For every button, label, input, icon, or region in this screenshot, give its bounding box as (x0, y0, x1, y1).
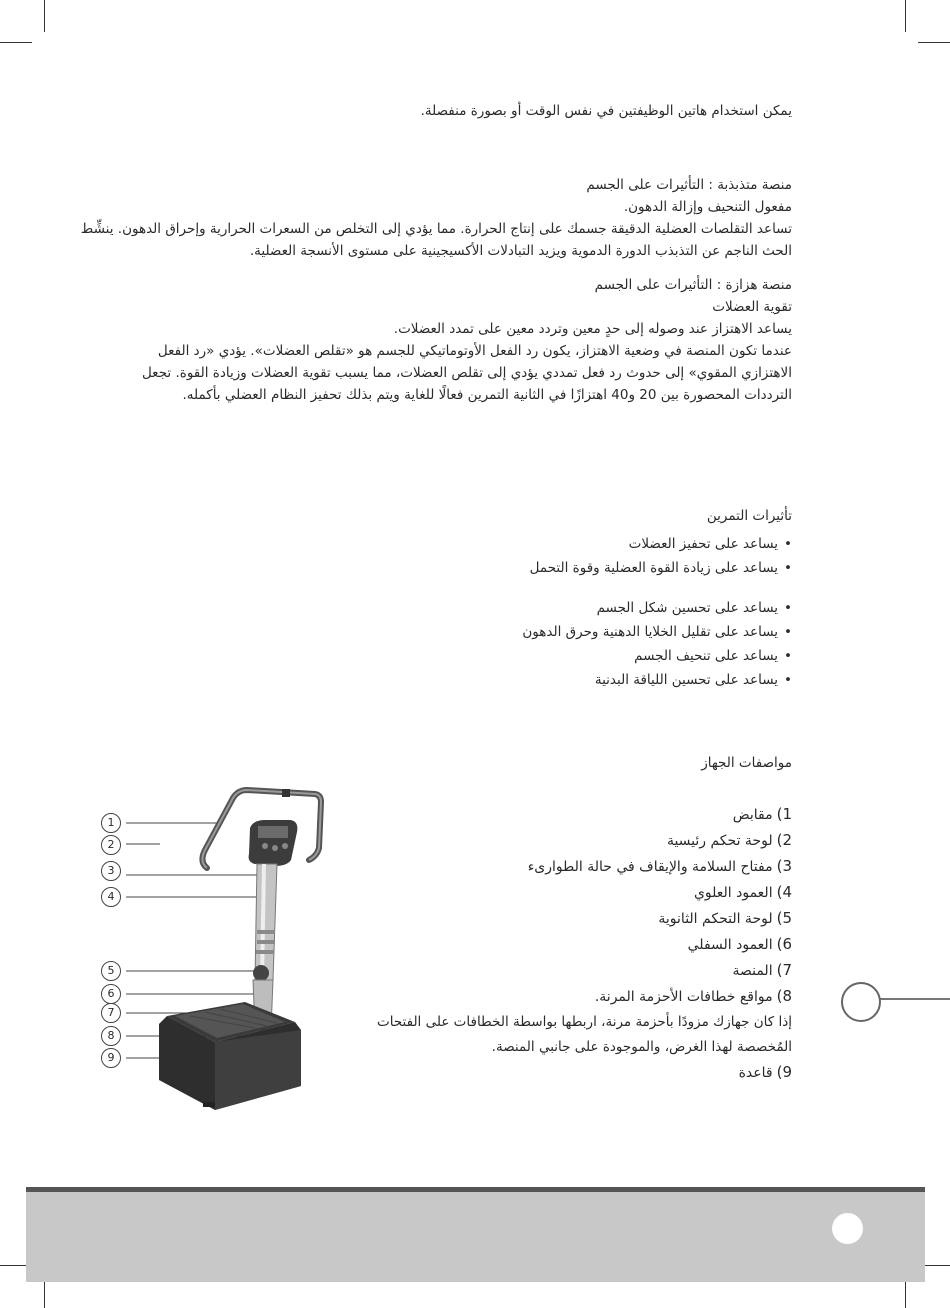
part-label: لوحة التحكم الثانوية (658, 911, 773, 927)
parts-list (377, 802, 792, 1086)
effects-list-b (522, 596, 792, 692)
specs-title: مواصفات الجهاز (701, 755, 792, 771)
part-num: 4) (776, 883, 792, 901)
vibrating-section (142, 274, 792, 406)
effects-list-a (530, 532, 792, 580)
callout-circle: 8 (101, 1026, 121, 1046)
vibrating-line: الترددات المحصورة بين 20 و40 اهتزازًا في الثانية التمرين فعالًا للغاية ويتم بذلك تحفيز النظام العضلي بأكمله. (182, 387, 792, 403)
part-num: 7) (776, 961, 792, 979)
part-item (377, 854, 792, 880)
callout-circle: 6 (101, 984, 121, 1004)
callout-circle: 9 (101, 1048, 121, 1068)
machine-diagram (95, 780, 335, 1120)
part-num: 1) (776, 805, 792, 823)
part-label: المنصة (732, 963, 773, 979)
callout-circle: 5 (101, 961, 121, 981)
list-item: • يساعد على تحسين اللياقة البدنية (522, 668, 792, 692)
part-label: مواقع خطافات الأحزمة المرنة. (594, 989, 773, 1005)
part-item (377, 1060, 792, 1086)
crop-mark (918, 42, 950, 43)
list-item: • يساعد على تنحيف الجسم (522, 644, 792, 668)
vibrating-line: عندما تكون المنصة في وضعية الاهتزاز، يكون رد الفعل الأوتوماتيكي للجسم هو «تقلص العضلات». يؤدي «رد الفعل (157, 343, 792, 359)
oscillating-line: تساعد التقلصات العضلية الدقيقة جسمك على إنتاج الحرارة. مما يؤدي إلى التخلص من السعرات الحرارية وإحراق الدهون. ينشِّط (80, 221, 792, 237)
part-item (377, 906, 792, 932)
crop-mark (44, 0, 45, 32)
callout-circle: 7 (101, 1003, 121, 1023)
oscillating-title: منصة متذبذبة : التأثيرات على الجسم (586, 177, 792, 193)
part-item (377, 958, 792, 984)
vibrating-title: منصة هزازة : التأثيرات على الجسم (594, 277, 792, 293)
part-label: مقابض (732, 807, 773, 823)
part-num: 2) (776, 831, 792, 849)
vibrating-line: الاهتزازي المقوي» إلى حدوث رد فعل تمددي يؤدي إلى تقلص العضلات، مما يسبب تقوية العضلات وزيادة القوة. تجعل (141, 365, 792, 381)
part-label: لوحة تحكم رئيسية (666, 833, 773, 849)
list-item: • يساعد على زيادة القوة العضلية وقوة التحمل (530, 556, 792, 580)
part-num: 3) (776, 857, 792, 875)
part-label: قاعدة (738, 1065, 773, 1081)
part-item (377, 984, 792, 1010)
part-item (377, 828, 792, 854)
callout-circle: 3 (101, 861, 121, 881)
vibrating-line: يساعد الاهتزاز عند وصوله إلى حدٍ معين وتردد معين على تمدد العضلات. (393, 321, 792, 337)
footer-rule (26, 1187, 925, 1192)
part-item (377, 880, 792, 906)
part-label: العمود السفلي (687, 937, 773, 953)
part-num: 5) (776, 909, 792, 927)
part-item (377, 932, 792, 958)
oscillating-section (81, 174, 792, 262)
part-label: مفتاح السلامة والإيقاف في حالة الطوارىء (527, 859, 773, 875)
intro-text: يمكن استخدام هاتين الوظيفتين في نفس الوقت أو بصورة منفصلة. (420, 103, 792, 119)
oscillating-subtitle: مفعول التنحيف وإزالة الدهون. (623, 199, 792, 215)
part-note-line: إذا كان جهازك مزودًا بأحزمة مرنة، اربطها بواسطة الخطافات على الفتحات (377, 1014, 792, 1030)
list-item: • يساعد على تحفيز العضلات (530, 532, 792, 556)
part-num: 9) (776, 1063, 792, 1081)
list-item: • يساعد على تقليل الخلايا الدهنية وحرق الدهون (522, 620, 792, 644)
footer-bar (26, 1187, 925, 1282)
part-num: 8) (776, 987, 792, 1005)
callout-circle: 4 (101, 887, 121, 907)
part-label: العمود العلوي (693, 885, 773, 901)
part-note-line: المُخصصة لهذا الغرض، والموجودة على جانبي المنصة. (491, 1039, 792, 1055)
crop-mark (0, 42, 32, 43)
page-number-circle (832, 1213, 863, 1244)
callout-circle: 1 (101, 813, 121, 833)
effects-title: تأثيرات التمرين (706, 508, 792, 524)
oscillating-line: الحث الناجم عن التذبذب الدورة الدموية ويزيد التبادلات الأكسيجينية على مستوى الأنسجة العضلية. (249, 243, 792, 259)
crop-mark (905, 0, 906, 32)
part-item (377, 802, 792, 828)
callout-markers (101, 813, 123, 1073)
side-tab-circle (841, 982, 881, 1022)
part-num: 6) (776, 935, 792, 953)
callout-circle: 2 (101, 835, 121, 855)
side-tab-line (879, 998, 950, 1000)
vibrating-subtitle: تقوية العضلات (712, 299, 792, 315)
list-item: • يساعد على تحسين شكل الجسم (522, 596, 792, 620)
